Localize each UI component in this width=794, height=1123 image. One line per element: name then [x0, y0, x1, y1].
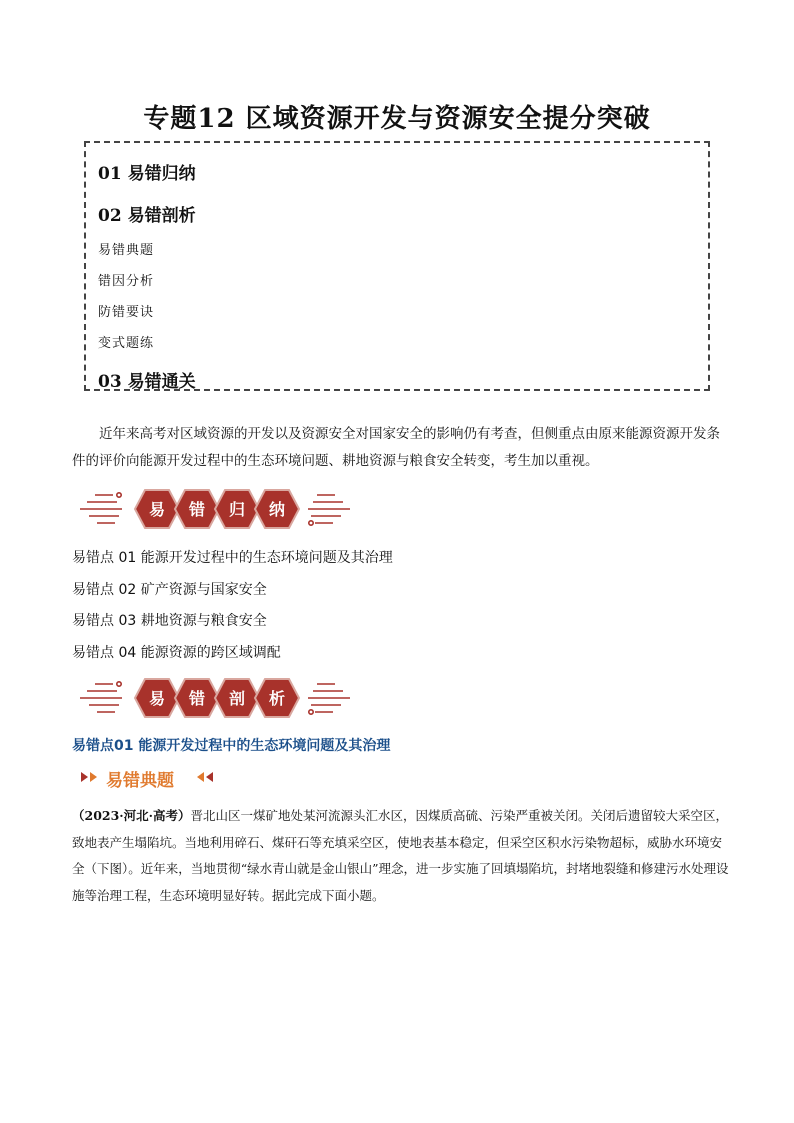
banner-char: 易 [148, 500, 166, 519]
section-banner-analysis [75, 675, 355, 721]
error-point-4: 易错点 04 能源资源的跨区域调配 [72, 645, 281, 661]
example-label-text: 易错典题 [106, 771, 174, 791]
intro-paragraph: 近年来高考对区域资源的开发以及资源安全对国家安全的影响仍有考查，但侧重点由原来能源资源开发条件的评价向能源开发过程中的生态环境问题、耕地资源与粮食安全转变，考生加以重视。 [72, 426, 720, 469]
banner-char: 归 [228, 500, 246, 519]
banner-char: 错 [188, 500, 206, 519]
right-swirl-decoration [308, 684, 350, 714]
toc-section-1: 01 易错归纳 [98, 164, 196, 184]
right-swirl-decoration [308, 495, 350, 525]
error-point-2: 易错点 02 矿产资源与国家安全 [72, 582, 267, 598]
question-text [72, 803, 732, 909]
table-of-contents [84, 141, 710, 391]
toc-section-3: 03 易错通关 [98, 372, 196, 392]
toc-subitem-2: 错因分析 [98, 274, 155, 289]
error-point-3: 易错点 03 耕地资源与粮食安全 [72, 613, 267, 629]
banner-char: 析 [268, 689, 286, 708]
banner-char: 剖 [228, 689, 246, 708]
toc-subitem-3: 防错要诀 [98, 305, 155, 320]
banner-char: 易 [148, 689, 166, 708]
left-swirl-decoration [80, 682, 122, 712]
toc-subitem-4: 变式题练 [98, 336, 155, 351]
toc-section-2: 02 易错剖析 [98, 206, 196, 226]
question-body: 晋北山区一煤矿地处某河流源头汇水区，因煤质高硫、污染严重被关闭。关闭后遗留较大采空区，致地表产生塌陷坑。当地利用碎石、煤矸石等充填采空区，使地表基本稳定，但采空区积水污染物超标，威胁水环境安全（下图）。近年来，当地贯彻“绿水青山就是金山银山”理念，进一步实施了回填塌陷坑，封堵地裂缝和修建污水处理设施等治理工程，生态环境明显好转。据此完成下面小题。 [72, 808, 729, 903]
banner-char: 纳 [268, 500, 286, 519]
question-source: （2023·河北·高考） [72, 808, 191, 823]
left-swirl-decoration [80, 493, 122, 523]
toc-subitem-1: 易错典题 [98, 243, 155, 258]
banner-char: 错 [188, 689, 206, 708]
left-triangles-icon [192, 770, 214, 784]
section-banner-summary [75, 486, 355, 532]
right-triangles-icon [80, 770, 102, 784]
error-point-1: 易错点 01 能源开发过程中的生态环境问题及其治理 [72, 550, 393, 566]
page-title: 专题12 区域资源开发与资源安全提分突破 [143, 104, 651, 134]
error-point-heading: 易错点01 能源开发过程中的生态环境问题及其治理 [72, 738, 391, 754]
